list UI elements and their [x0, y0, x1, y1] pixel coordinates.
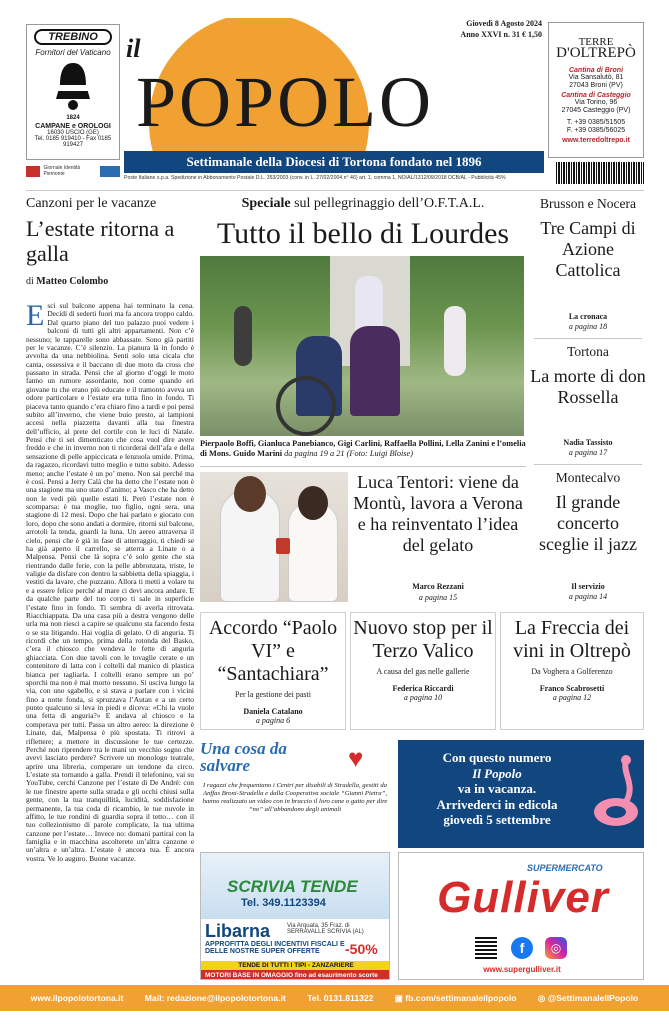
- flamingo-float-icon: [592, 754, 640, 830]
- giornale-badge: Giornale Identità Piemonte: [26, 162, 120, 180]
- heart-icon: ♥: [348, 744, 364, 773]
- trebino-year: 1824: [66, 115, 80, 121]
- terre-oltrepo-ad[interactable]: TERRE D'OLTREPÒ Cantina di Broni Via Sansalutò, 81 27043 Broni (PV) Cantina di Casteggio Via Torino, 96 27045 Casteggio (PV) T. +39 0385/51505 F. +39 0385/56025 www.terredoltrepo.it: [548, 22, 644, 158]
- qr-code-icon[interactable]: [475, 937, 497, 959]
- right-2-author: Nadia Tassisto: [563, 438, 613, 447]
- box-freccia-vini[interactable]: La Freccia dei vini in Oltrepò Da Voghera a Golferenzo Franco Scabrosetti a pagina 12: [500, 612, 644, 730]
- trebino-address: 16030 USCIO (GE): [47, 130, 99, 136]
- right-2-page: a pagina 17: [568, 448, 608, 457]
- gelato-page-ref: a pagina 15: [418, 593, 458, 602]
- facebook-icon: ▣: [394, 993, 406, 1003]
- right-1-author: La cronaca: [568, 312, 608, 321]
- box-accordo[interactable]: Accordo “Paolo VI” e “Santachiara” Per la gestione dei pasti Daniela Catalano a pagina 6: [200, 612, 346, 730]
- right-1-title[interactable]: Tre Campi di Azione Cattolica: [540, 218, 636, 280]
- trebino-products: CAMPANE e OROLOGI: [35, 123, 111, 130]
- postal-note: Poste Italiane s.p.a. Spedizione in Abbonamento Postale D.L. 353/2003 (conv. in L. 27/02/2004 n° 46) art. 1, comma 1, NO/AL/1312/09/2018 DCB/AL - Pubblicità 45%: [124, 175, 506, 181]
- footer-mail-link[interactable]: Mail: redazione@ilpopolotortona.it: [144, 993, 286, 1003]
- left-article-body: Esci sul balcone appena hai terminato la cena. Decidi di sederti fuori ma fa ancora troppo caldo. Dal quarto piano del tuo palazzo puoi vedere i balconi di tutti gli altri appartamenti. Non c’è nessuno; le tapparelle sono abbassate. Sono già partiti per le vacanze. C’è silenzio. La pianura là in fondo è avvolta da una nebbiolina. Senti solo una cicala che canta, ossessiva e il baccano di due moto da cross che passano in strada. Pensi che al giorno d’oggi le moto fanno un rumore assordante, non come quando eri giovane tu che erano più educate e il tramonto aveva un odore particolare e l’estate era tutta fino in fondo. Ti piaceva tanto quando c’era chiaro fino a tardi e poi pensi subito all’inverno, che viene buio presto, ai lampioni accesi nella piazzetta davanti alla tua finestra dell’ufficio, al prete del cortile con le luci di Natale. Pensi che ti sei dimenticato che cosa vuol dire avere freddo e che in inverno non ti ricorderai dell’afa e della sensazione di pelle appiccicata e lenzuola umide. Prima, da ragazzo, ricordavi tutto meglio e tutto subito. Adesso meno; anche l’estate è un po’ meno. Non sai perché ma è così. Pensi a Jerry Calà che ha detto che l’estate non è una stagione ma uno stato d’animo; a Vasco che ha detto non le vedi più quelle estati lì. Però l’estate non è scomparsa: è tua moglie, tuo figlio, ogni sera, una stagione di 12 mesi. Dopo che hai parlato e giocato con loro, dopo che sono andati a dormire, ritorni sul balcone, arrotoli la tenda, guardi la luna. Un aereo attraversa il cielo, pensi che è già in fase di atterraggio, ti chiedi se ha già aperto il carrello, se atterra a Linate o a Malpensa. Pensi che là sopra c’è solo gente che sta rientrando dalle ferie, con la pelle abbronzata, triste, le valigie da disfare con dentro la sabbietta della spiaggia, i vestiti da lavare, che puzzano. Allora ti metti a volare tu e a essere felice perché al mare ci devi ancora andare. E da qualche parte del tuo corpo ti sale in superficie l’estate fino in fondo. Ti sembra di averla ritrovata. Riacchiappata. Da una casa più a destra vengono delle urla ma non riesci a capire se qualcuno sta facendo festa o se sta litigando. Hai voglia di gelato. O di anguria. Ti ricordi che un tempo, prima della rotonda del Basko, c’era il chiosco che vendeva le fette di anguria ghiacciata. Con due tavoli con le tovaglie cerate e un contenitore di latta con i coltelli dal manico di plastica bianca per tagliarla. I coltelli erano sempre un po’ sporchi ma non è mai morto nessuno. Si usciva lungo la via, con uno sgabello, e si stava a parlare con i vicini fino a notte fonda, si spruzzava l’Autan e a un certo punto qualcuno si leva in piedi e diceva: «Chi la vuole una fetta di anguria?» E andava al chiosco e la comperava per tutti. Passa un altro aereo: la direzione è Linate, dai, Malpensa è più spostata. Ti ritrovi a riflettere; a mettere in discussione le tue certezze. Perché non riprendere tra le mani un vecchio sogno che avevi lasciato perdere? Scrivere un monologo teatrale, aprire una libreria, comperare un tendone da circo. L’estate sta tornando a galla. Prendi il telefonino, vai su YouTube, cerchi Canzone per l’estate di De André: con le tue finestre aperte sulla strada e gli occhi chiusi sulla gente, con la tua tranquillità, lucidità, soddisfazione permanente, la tua coda di ricambio, le tue nuvole in affitto, le tue rondini di guardia sopra il tetto… con il tuo collezionismo di parole complicate, la tua ultima canzone per l’estate… Invece no: domani partirai con la famiglia e in macchina ascolterete un’altra canzone e un’altra e un’altra. L’estate è ancora tua. È ancora vostra. Ve lo auguro. Buone vacanze.: [26, 302, 194, 863]
- footer-instagram-link[interactable]: ◎ @SettimanaleIlPopolo: [537, 993, 639, 1003]
- box-terzo-valico[interactable]: Nuovo stop per il Terzo Valico A causa del gas nelle gallerie Federica Riccardi a pagina 10: [350, 612, 496, 730]
- trebino-logo: TREBINO: [34, 29, 112, 45]
- masthead-subtitle: Settimanale della Diocesi di Tortona fondato nel 1896: [124, 151, 544, 173]
- barcode: [556, 162, 644, 184]
- right-2-title[interactable]: La morte di don Rossella: [530, 366, 646, 407]
- gulliver-web-link[interactable]: www.supergulliver.it: [483, 965, 561, 974]
- trebino-phones: Tel. 0185 919410 - Fax 0185 919427: [34, 136, 112, 148]
- gelato-headline[interactable]: Luca Tentori: viene da Montù, lavora a Verona e ha reinventato l’idea del gelato: [353, 472, 523, 555]
- terre-web-link[interactable]: www.terredoltrepo.it: [562, 137, 630, 144]
- gulliver-logo: Gulliver: [437, 873, 609, 922]
- photo-caption: Pierpaolo Boffi, Gianluca Panebianco, Gigi Carlini, Raffaella Pollini, Lella Zanini e l’omelia di Mons. Guido Marini da pagina 19 a 21 (Foto: Luigi Bloise): [200, 439, 526, 458]
- flag-icon: [26, 166, 40, 177]
- gelato-photo: [200, 472, 348, 602]
- footer-facebook-link[interactable]: ▣ fb.com/settimanaleilpopolo: [394, 993, 517, 1003]
- right-1-page: a pagina 18: [568, 322, 608, 331]
- scrivia-tende-ad[interactable]: SCRIVIA TENDE Tel. 349.1123394 Libarna Via Arquata, 35 Fraz. di SERRAVALLE SCRIVIA (AL) APPROFITTA DEGLI INCENTIVI FISCALI E DELLE NOSTRE SUPER OFFERTE -50% TENDE DI TUTTI I TIPI - ZANZARIERE MOTORI BASE IN OMAGGIO fino ad esaurimento scorte: [200, 852, 390, 980]
- right-3-kicker: Montecalvo: [555, 470, 621, 485]
- right-2-kicker: Tortona: [567, 344, 609, 359]
- lourdes-photo: [200, 256, 524, 436]
- footer-bar: [0, 985, 669, 1011]
- gelato-author: Marco Rezzani: [412, 582, 464, 591]
- masthead-title: POPOLO: [136, 62, 435, 142]
- left-article-title[interactable]: L’estate ritorna a galla: [26, 216, 175, 266]
- vacanza-notice: Con questo numero Il Popolo va in vacanza. Arrivederci in edicola giovedì 5 settembre: [398, 740, 644, 848]
- trebino-ad[interactable]: [26, 24, 120, 160]
- right-3-author: Il servizio: [571, 582, 605, 591]
- facebook-icon[interactable]: f: [511, 937, 533, 959]
- footer-tel: Tel. 0131.811322: [307, 993, 374, 1003]
- right-3-title[interactable]: Il grande concerto sceglie il jazz: [539, 492, 637, 554]
- special-kicker: Speciale sul pellegrinaggio dell’O.F.T.A.L.: [241, 196, 485, 211]
- header-rule: [26, 190, 644, 191]
- fisc-logo-icon: [100, 166, 120, 177]
- drop-cap: E: [26, 302, 45, 332]
- una-cosa-box[interactable]: [200, 740, 390, 848]
- date-line: Giovedì 8 Agosto 2024 Anno XXVI n. 31 € 1,50: [460, 19, 542, 39]
- instagram-icon[interactable]: ◎: [545, 937, 567, 959]
- una-cosa-body: I ragazzi che frequentano i Centri per disabili di Stradella, gestiti da Anffas Broni-Stradella e dalla Cooperativa sociale “Gianni Pietra”, hanno realizzato un video con in braccio il loro cane o gatto per dire “no” all’abbandono degli animali: [202, 782, 388, 813]
- terre-logo: TERRE D'OLTREPÒ: [556, 36, 636, 61]
- footer-site-link[interactable]: www.ilpopolotortona.it: [30, 993, 124, 1003]
- masthead-il: il: [126, 34, 141, 63]
- bell-icon: [50, 61, 96, 113]
- right-3-page: a pagina 14: [568, 592, 608, 601]
- left-article-byline: di Matteo Colombo: [26, 276, 109, 287]
- right-1-kicker: Brusson e Nocera: [540, 196, 636, 211]
- gulliver-ad[interactable]: SUPERMERCATO Gulliver f ◎ www.supergulliver.it: [398, 852, 644, 980]
- una-cosa-heading: Una cosa da salvare: [200, 739, 287, 775]
- left-article-kicker: Canzoni per le vacanze: [26, 196, 157, 211]
- instagram-icon: ◎: [537, 993, 548, 1003]
- trebino-tagline: Fornitori del Vaticano: [35, 48, 111, 57]
- main-headline[interactable]: Tutto il bello di Lourdes: [216, 217, 510, 250]
